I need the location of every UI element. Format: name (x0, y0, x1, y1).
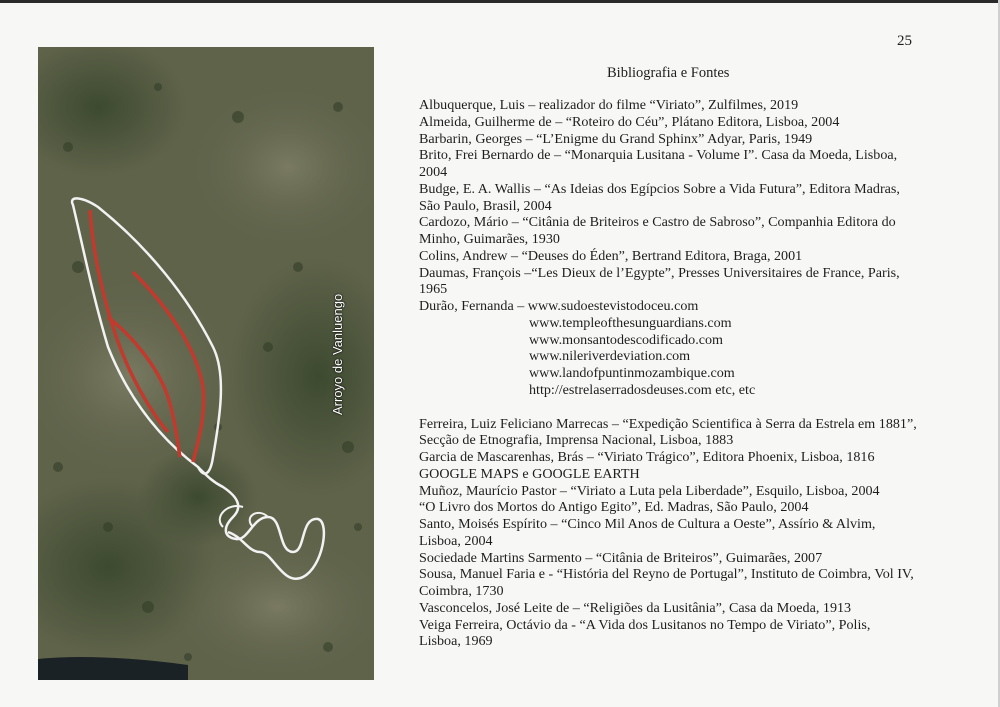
bibliography-line: Secção de Etnografia, Imprensa Nacional, Lisboa, 1883 (419, 432, 734, 449)
website-link: http://estrelaserradosdeuses.com etc, etc (529, 381, 756, 398)
map-label: Arroyo de Vanluengo (330, 293, 345, 415)
bibliography-line: Sousa, Manuel Faria e - “História del Reyno de Portugal”, Instituto de Coimbra, Vol IV, (419, 566, 914, 583)
bibliography-line: Veiga Ferreira, Octávio da - “A Vida dos Lusitanos no Tempo de Viriato”, Polis, (419, 616, 871, 633)
bibliography-line: Vasconcelos, José Leite de – “Religiões da Lusitânia”, Casa da Moeda, 1913 (419, 599, 852, 616)
bibliography-line: Cardozo, Mário – “Citânia de Briteiros e Castro de Sabroso”, Companhia Editora do (419, 214, 896, 231)
scan-edge (0, 0, 1000, 3)
aerial-photo (38, 47, 374, 680)
bibliography-line: Lisboa, 2004 (419, 532, 493, 549)
bibliography-line: Durão, Fernanda – www.sudoestevistodoceu.com (419, 298, 699, 314)
bibliography-line: Albuquerque, Luis – realizador do filme “Viriato”, Zulfilmes, 2019 (419, 97, 799, 113)
bibliography-line: Colins, Andrew – “Deuses do Éden”, Bertrand Editora, Braga, 2001 (419, 247, 803, 264)
bibliography-list (419, 97, 979, 650)
bibliography-line: Daumas, François –“Les Dieux de l’Egypte”, Presses Universitaires de France, Paris, (419, 264, 900, 281)
bibliography-line: São Paulo, Brasil, 2004 (419, 197, 552, 214)
bibliography-line: Almeida, Guilherme de – “Roteiro do Céu”, Plátano Editora, Lisboa, 2004 (419, 113, 840, 130)
website-link: www.landofpuntinmozambique.com (529, 365, 735, 381)
aerial-photo-drawing (38, 47, 374, 680)
bibliography-line: 2004 (419, 164, 448, 180)
website-link: www.monsantodescodificado.com (529, 331, 724, 348)
bibliography-line: Ferreira, Luiz Feliciano Marrecas – “Expedição Scientifica à Serra da Estrela em 1881”, (419, 415, 917, 432)
spacer (419, 399, 979, 416)
bibliography-line: Coimbra, 1730 (419, 583, 504, 599)
bibliography-line: Budge, E. A. Wallis – “As Ideias dos Egípcios Sobre a Vida Futura”, Editora Madras, (419, 180, 900, 197)
bibliography-line: Muñoz, Maurício Pastor – “Viriato a Luta pela Liberdade”, Esquilo, Lisboa, 2004 (419, 482, 880, 499)
bibliography-line: Sociedade Martins Sarmento – “Citânia de Briteiros”, Guimarães, 2007 (419, 549, 823, 566)
page-number: 25 (897, 33, 912, 49)
website-link: www.templeofthesunguardians.com (529, 314, 732, 331)
bibliography-line: Lisboa, 1969 (419, 633, 493, 650)
bibliography-line: GOOGLE MAPS e GOOGLE EARTH (419, 465, 640, 482)
bibliography-line: Brito, Frei Bernardo de – “Monarquia Lusitana - Volume I”. Casa da Moeda, Lisboa, (419, 147, 898, 164)
bibliography-line: “O Livro dos Mortos do Antigo Egito”, Ed. Madras, São Paulo, 2004 (419, 499, 809, 516)
bibliography-line: Minho, Guimarães, 1930 (419, 231, 560, 247)
bibliography-title: Bibliografia e Fontes (607, 65, 730, 81)
bibliography-line: Garcia de Mascarenhas, Brás – “Viriato Trágico”, Editora Phoenix, Lisboa, 1816 (419, 449, 875, 465)
bibliography-line: Santo, Moisés Espírito – “Cinco Mil Anos de Cultura a Oeste”, Assírio & Alvim, (419, 516, 876, 532)
bibliography-line: Barbarin, Georges – “L’Enigme du Grand Sphinx” Adyar, Paris, 1949 (419, 130, 813, 147)
website-link: www.nileriverdeviation.com (529, 348, 691, 365)
bibliography-line: 1965 (419, 281, 448, 298)
